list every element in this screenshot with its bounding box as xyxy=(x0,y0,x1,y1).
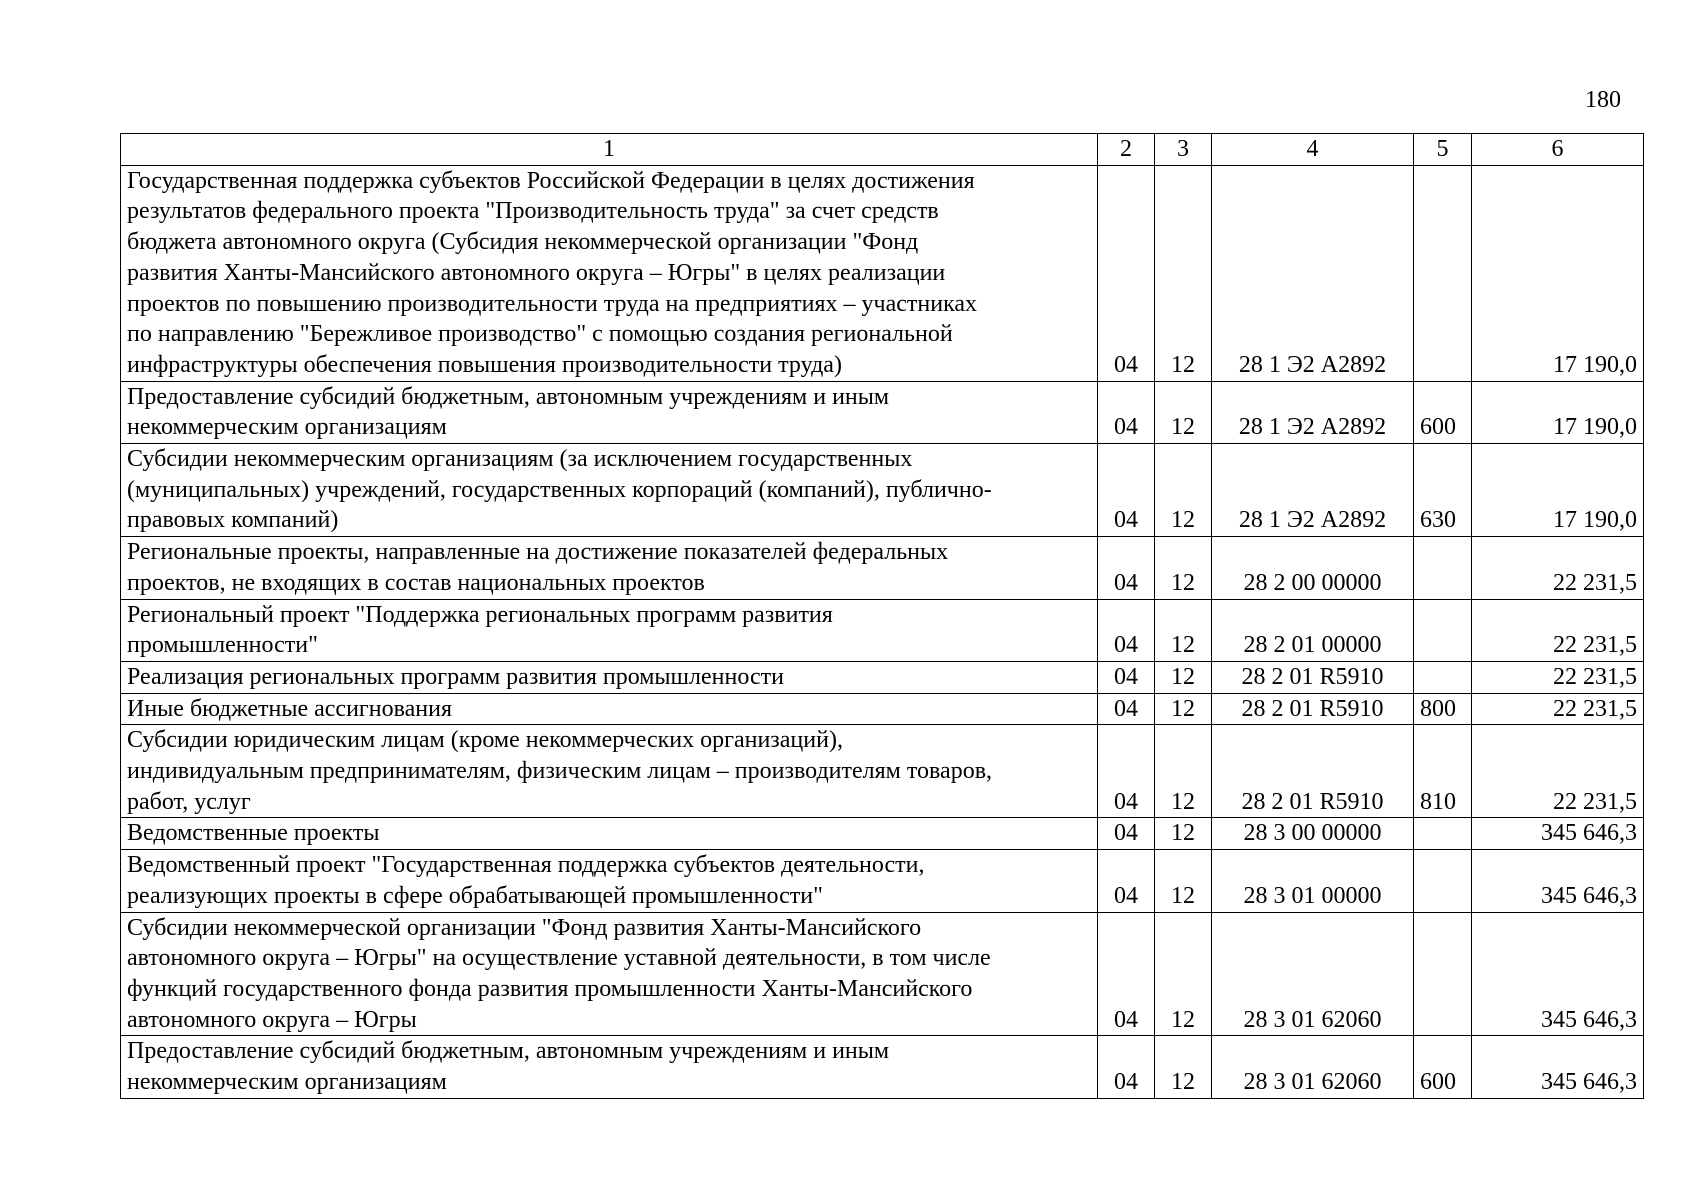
row-subsection: 12 xyxy=(1155,1036,1212,1098)
row-subsection: 12 xyxy=(1155,850,1212,912)
description-line: проектов по повышению производительности труда на предприятиях – участниках xyxy=(127,290,978,317)
row-target-article: 28 2 01 R5910 xyxy=(1212,693,1414,725)
row-section: 04 xyxy=(1098,725,1155,818)
header-col-1: 1 xyxy=(121,134,1098,166)
row-expense-type xyxy=(1414,661,1472,693)
description-line: Региональный проект "Поддержка региональных программ развития xyxy=(127,601,833,628)
row-target-article: 28 2 01 R5910 xyxy=(1212,661,1414,693)
description-line: проектов, не входящих в состав национальных проектов xyxy=(127,569,705,596)
row-amount: 17 190,0 xyxy=(1472,444,1644,537)
header-col-2: 2 xyxy=(1098,134,1155,166)
description-line: Предоставление субсидий бюджетным, автономным учреждениям и иным xyxy=(127,1038,890,1065)
row-expense-type: 630 xyxy=(1414,444,1472,537)
description-line: реализующих проекты в сфере обрабатывающей промышленности" xyxy=(127,882,823,909)
row-description xyxy=(121,912,1098,1036)
row-target-article: 28 1 Э2 А2892 xyxy=(1212,444,1414,537)
description-line: Субсидии некоммерческой организации "Фонд развития Ханты-Мансийского xyxy=(127,914,922,941)
description-line: результатов федерального проекта "Производительность труда" за счет средств xyxy=(127,198,939,225)
row-amount: 17 190,0 xyxy=(1472,381,1644,443)
row-description xyxy=(121,818,1098,850)
row-amount: 22 231,5 xyxy=(1472,725,1644,818)
description-line: развития Ханты-Мансийского автономного округа – Югры" в целях реализации xyxy=(127,259,946,286)
row-expense-type xyxy=(1414,599,1472,661)
row-subsection: 12 xyxy=(1155,599,1212,661)
table-row xyxy=(121,818,1644,850)
row-section: 04 xyxy=(1098,537,1155,599)
table-row xyxy=(121,912,1644,1036)
description-line: индивидуальным предпринимателям, физическим лицам – производителям товаров, xyxy=(127,758,993,785)
description-line: Реализация региональных программ развития промышленности xyxy=(127,663,784,690)
header-row xyxy=(121,134,1644,166)
table-row xyxy=(121,599,1644,661)
description-line: функций государственного фонда развития промышленности Ханты-Мансийского xyxy=(127,975,973,1002)
row-amount: 345 646,3 xyxy=(1472,818,1644,850)
row-target-article: 28 3 00 00000 xyxy=(1212,818,1414,850)
row-expense-type: 600 xyxy=(1414,381,1472,443)
row-section: 04 xyxy=(1098,912,1155,1036)
row-target-article: 28 1 Э2 А2892 xyxy=(1212,381,1414,443)
row-subsection: 12 xyxy=(1155,725,1212,818)
description-line: работ, услуг xyxy=(127,788,251,815)
header-col-3: 3 xyxy=(1155,134,1212,166)
description-line: Региональные проекты, направленные на достижение показателей федеральных xyxy=(127,539,949,566)
row-target-article: 28 2 01 00000 xyxy=(1212,599,1414,661)
table-row xyxy=(121,165,1644,381)
header-col-5: 5 xyxy=(1414,134,1472,166)
table-row xyxy=(121,381,1644,443)
row-description xyxy=(121,444,1098,537)
row-description xyxy=(121,661,1098,693)
row-target-article: 28 3 01 62060 xyxy=(1212,912,1414,1036)
row-subsection: 12 xyxy=(1155,381,1212,443)
row-subsection: 12 xyxy=(1155,818,1212,850)
row-target-article: 28 2 00 00000 xyxy=(1212,537,1414,599)
header-col-6: 6 xyxy=(1472,134,1644,166)
row-amount: 345 646,3 xyxy=(1472,912,1644,1036)
table-row xyxy=(121,661,1644,693)
row-description xyxy=(121,725,1098,818)
row-target-article: 28 3 01 00000 xyxy=(1212,850,1414,912)
row-amount: 22 231,5 xyxy=(1472,661,1644,693)
row-section: 04 xyxy=(1098,1036,1155,1098)
row-amount: 22 231,5 xyxy=(1472,537,1644,599)
header-col-4: 4 xyxy=(1212,134,1414,166)
row-amount: 17 190,0 xyxy=(1472,165,1644,381)
row-description xyxy=(121,850,1098,912)
description-line: автономного округа – Югры xyxy=(127,1006,417,1033)
row-subsection: 12 xyxy=(1155,444,1212,537)
row-amount: 22 231,5 xyxy=(1472,599,1644,661)
row-target-article: 28 3 01 62060 xyxy=(1212,1036,1414,1098)
row-expense-type xyxy=(1414,165,1472,381)
table-row xyxy=(121,725,1644,818)
description-line: Иные бюджетные ассигнования xyxy=(127,695,452,722)
description-line: инфраструктуры обеспечения повышения производительности труда) xyxy=(127,351,842,378)
row-amount: 22 231,5 xyxy=(1472,693,1644,725)
row-subsection: 12 xyxy=(1155,661,1212,693)
description-line: Субсидии юридическим лицам (кроме некоммерческих организаций), xyxy=(127,727,843,754)
description-line: Ведомственный проект "Государственная поддержка субъектов деятельности, xyxy=(127,852,925,879)
row-section: 04 xyxy=(1098,599,1155,661)
row-section: 04 xyxy=(1098,850,1155,912)
table-row xyxy=(121,444,1644,537)
row-section: 04 xyxy=(1098,444,1155,537)
row-expense-type xyxy=(1414,818,1472,850)
row-section: 04 xyxy=(1098,165,1155,381)
description-line: промышленности" xyxy=(127,632,318,659)
row-description xyxy=(121,381,1098,443)
row-section: 04 xyxy=(1098,381,1155,443)
description-line: некоммерческим организациям xyxy=(127,1069,447,1096)
description-line: Предоставление субсидий бюджетным, автономным учреждениям и иным xyxy=(127,383,890,410)
description-line: некоммерческим организациям xyxy=(127,414,447,441)
table-row xyxy=(121,850,1644,912)
row-amount: 345 646,3 xyxy=(1472,1036,1644,1098)
row-expense-type: 800 xyxy=(1414,693,1472,725)
row-amount: 345 646,3 xyxy=(1472,850,1644,912)
description-line: автономного округа – Югры" на осуществление уставной деятельности, в том числе xyxy=(127,945,991,972)
budget-table xyxy=(120,133,1644,1099)
row-expense-type xyxy=(1414,537,1472,599)
row-subsection: 12 xyxy=(1155,693,1212,725)
row-target-article: 28 2 01 R5910 xyxy=(1212,725,1414,818)
row-description xyxy=(121,165,1098,381)
table-row xyxy=(121,1036,1644,1098)
description-line: Ведомственные проекты xyxy=(127,820,380,847)
table-row xyxy=(121,693,1644,725)
page-number: 180 xyxy=(1585,87,1621,113)
row-subsection: 12 xyxy=(1155,165,1212,381)
description-line: правовых компаний) xyxy=(127,507,339,534)
description-line: (муниципальных) учреждений, государственных корпораций (компаний), публично- xyxy=(127,476,992,503)
row-description xyxy=(121,537,1098,599)
row-subsection: 12 xyxy=(1155,912,1212,1036)
row-target-article: 28 1 Э2 А2892 xyxy=(1212,165,1414,381)
row-section: 04 xyxy=(1098,693,1155,725)
row-subsection: 12 xyxy=(1155,537,1212,599)
row-section: 04 xyxy=(1098,818,1155,850)
row-description xyxy=(121,599,1098,661)
description-line: Государственная поддержка субъектов Российской Федерации в целях достижения xyxy=(127,167,975,194)
table-row xyxy=(121,537,1644,599)
description-line: бюджета автономного округа (Субсидия некоммерческой организации "Фонд xyxy=(127,229,919,256)
row-expense-type: 600 xyxy=(1414,1036,1472,1098)
description-line: по направлению "Бережливое производство" с помощью создания региональной xyxy=(127,321,953,348)
row-expense-type xyxy=(1414,912,1472,1036)
row-section: 04 xyxy=(1098,661,1155,693)
row-expense-type xyxy=(1414,850,1472,912)
description-line: Субсидии некоммерческим организациям (за исключением государственных xyxy=(127,446,913,473)
row-expense-type: 810 xyxy=(1414,725,1472,818)
row-description xyxy=(121,1036,1098,1098)
row-description xyxy=(121,693,1098,725)
